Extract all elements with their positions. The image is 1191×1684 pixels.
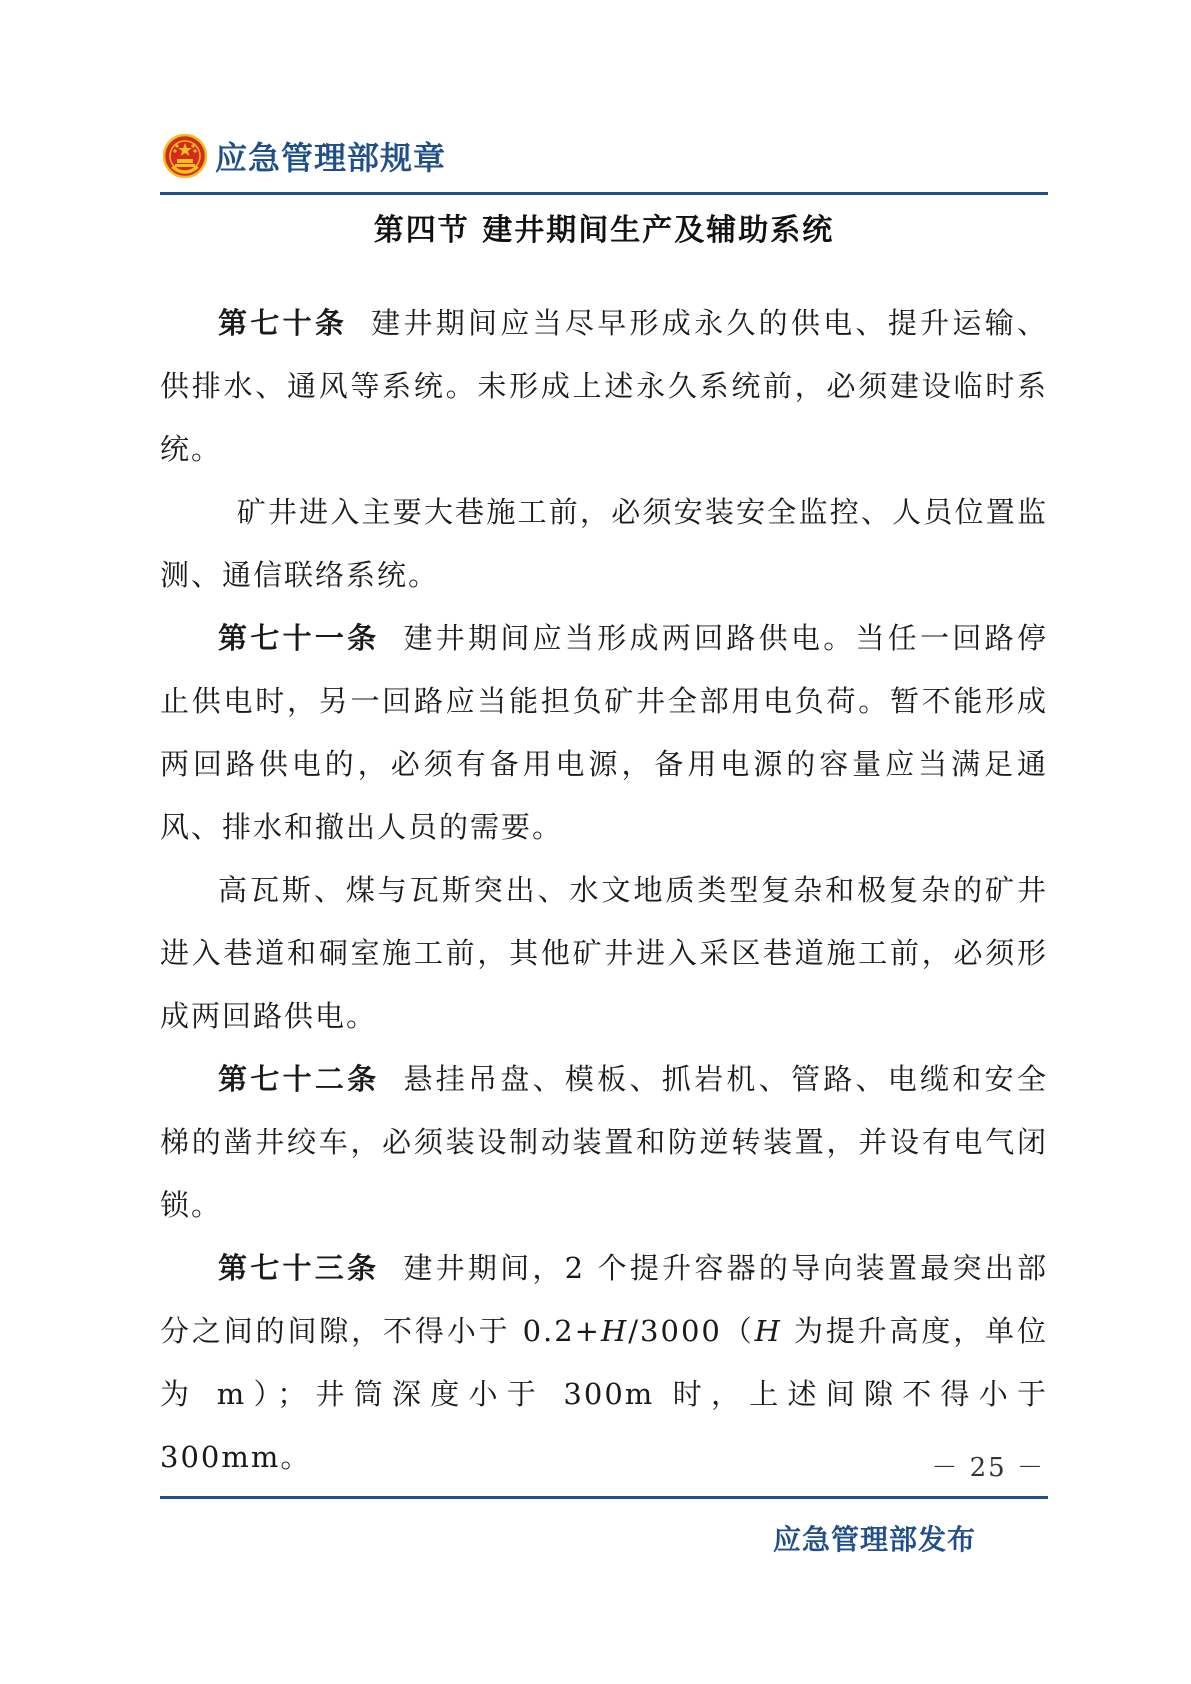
page-number: － 25 － (931, 1453, 1045, 1483)
article-72-paragraph (160, 1048, 1048, 1237)
article-71-paragraph-2 (160, 859, 1048, 1048)
article-label: 第七十三条 (218, 1251, 380, 1285)
header-title: 应急管理部规章 (215, 139, 447, 177)
national-emblem-icon (163, 134, 207, 178)
article-text: 建井期间，2 个提升容器的导向装置最突出部分之间的间隙，不得小于 0.2+ (160, 1251, 1048, 1348)
article-label: 第七十二条 (218, 1062, 380, 1096)
article-text: 为提升高度，单位为 m）；井筒深度小于 300m 时，上述间隙不得小于 300mm。 (160, 1314, 1049, 1474)
article-text: 建井期间应当尽早形成永久的供电、提升运输、供排水、通风等系统。未形成上述永久系统前，必须建设临时系统。 (160, 306, 1048, 466)
footer-rule (160, 1496, 1048, 1499)
document-header (163, 130, 446, 182)
paragraph-text: 矿井进入主要大巷施工前，必须安装安全监控、人员位置监测、通信联络系统。 (160, 495, 1048, 592)
article-label: 第七十条 (218, 306, 348, 340)
document-body (160, 292, 1048, 1489)
article-label: 第七十一条 (218, 621, 380, 655)
article-73-paragraph (160, 1237, 1048, 1489)
article-71-paragraph (160, 607, 1048, 859)
article-text: /3000（ (628, 1314, 755, 1348)
section-title: 第四节 建井期间生产及辅助系统 (373, 213, 835, 248)
article-70-paragraph (160, 292, 1048, 481)
article-text: 建井期间应当形成两回路供电。当任一回路停止供电时，另一回路应当能担负矿井全部用电负荷。暂不能形成两回路供电的，必须有备用电源，备用电源的容量应当满足通风、排水和撤出人员的需要。 (160, 621, 1048, 844)
variable-h: H (600, 1314, 629, 1348)
paragraph-text: 高瓦斯、煤与瓦斯突出、水文地质类型复杂和极复杂的矿井进入巷道和硐室施工前，其他矿井进入采区巷道施工前，必须形成两回路供电。 (160, 873, 1048, 1033)
article-text: 悬挂吊盘、模板、抓岩机、管路、电缆和安全梯的凿井绞车，必须装设制动装置和防逆转装置，并设有电气闭锁。 (160, 1062, 1048, 1222)
footer-publisher: 应急管理部发布 (772, 1523, 976, 1556)
variable-h: H (754, 1314, 782, 1348)
header-rule (160, 192, 1048, 195)
article-70-paragraph-2 (160, 481, 1048, 607)
